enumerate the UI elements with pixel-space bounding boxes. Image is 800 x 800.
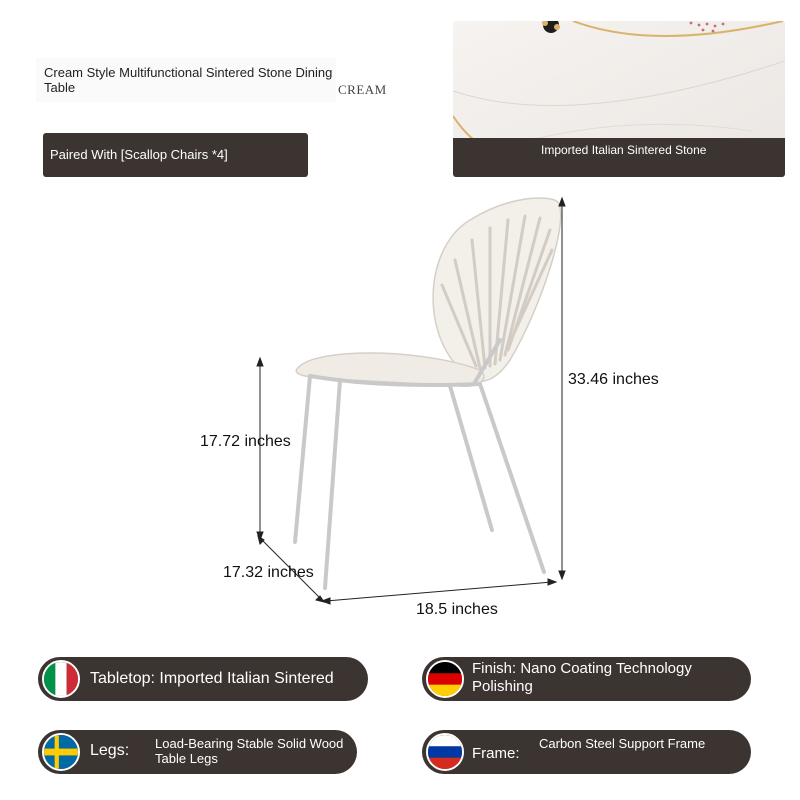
scallop-chair-illustration xyxy=(180,190,620,610)
feature-finish-label: Finish: Nano Coating Technology Polishing xyxy=(472,660,692,695)
dimension-width: 18.5 inches xyxy=(416,601,498,618)
dimension-depth: 17.32 inches xyxy=(223,564,314,581)
germany-flag-icon xyxy=(426,660,464,698)
brand-logo: CREAM xyxy=(338,82,387,97)
russia-flag-icon xyxy=(426,733,464,771)
feature-legs-value: Load-Bearing Stable Solid Wood Table Legs xyxy=(155,736,344,766)
paired-with-text: Paired With [Scallop Chairs *4] xyxy=(50,147,228,162)
feature-legs-label: Legs: xyxy=(90,742,130,759)
dimension-seat-height: 17.72 inches xyxy=(200,433,291,450)
feature-tabletop-label: Tabletop: Imported Italian Sintered xyxy=(90,670,334,687)
sweden-flag-icon xyxy=(42,733,80,771)
dimension-height: 33.46 inches xyxy=(568,371,659,388)
feature-frame-label: Frame: xyxy=(472,745,520,762)
italy-flag-icon xyxy=(42,660,80,698)
product-title: Cream Style Multifunctional Sintered Stone Dining Table xyxy=(44,65,333,95)
feature-frame-value: Carbon Steel Support Frame xyxy=(539,736,706,751)
photo-caption: Imported Italian Sintered Stone xyxy=(541,143,707,157)
